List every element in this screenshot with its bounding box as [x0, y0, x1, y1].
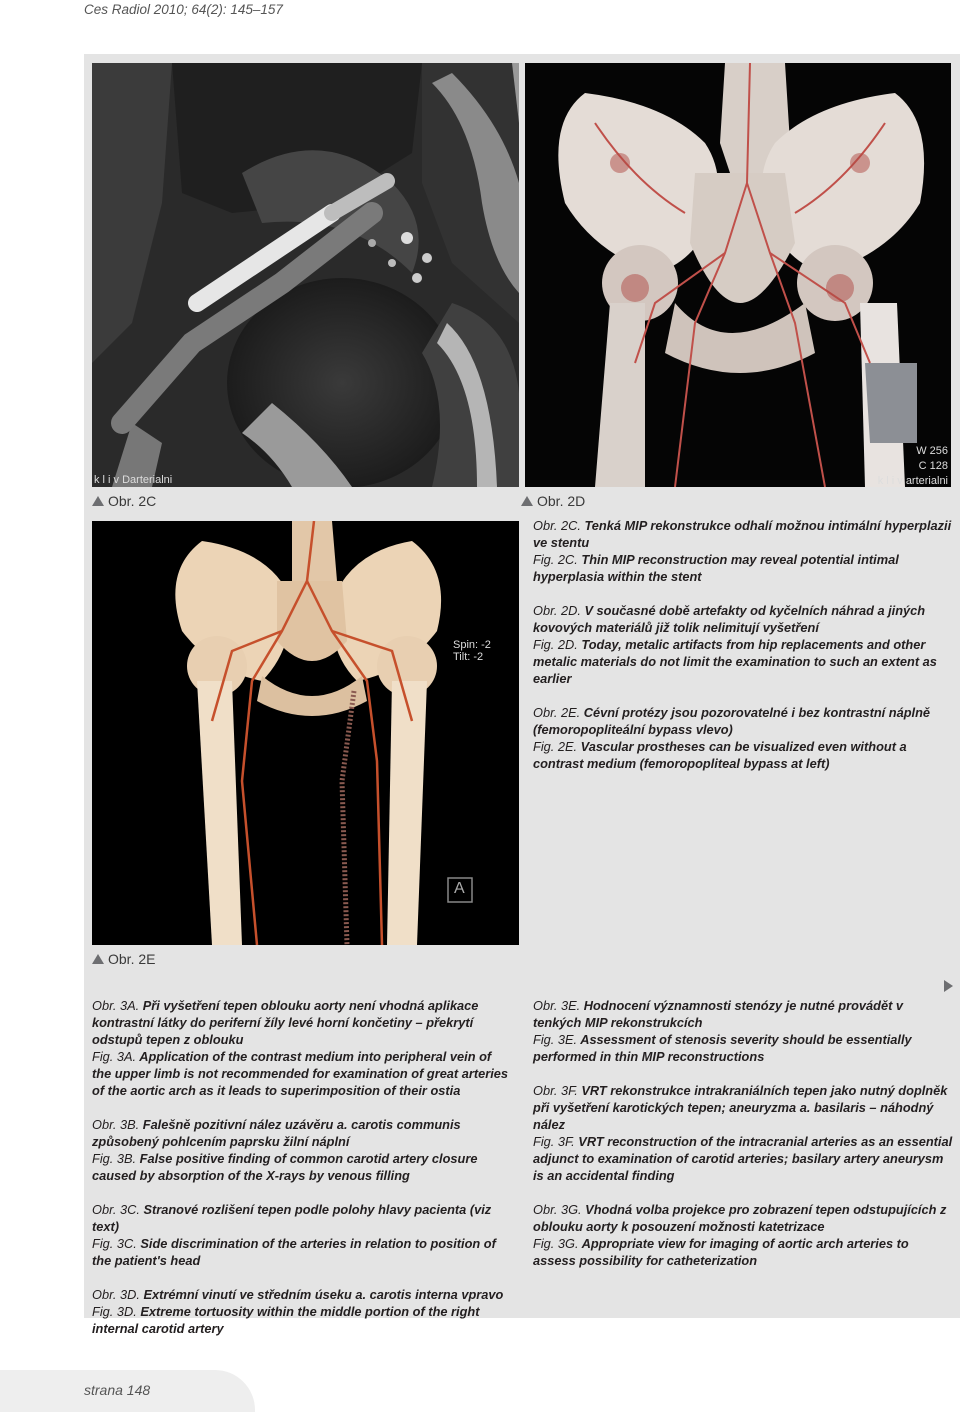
- figure-2e-image: [92, 521, 519, 945]
- figure-2e-tilt-text: Tilt: -2: [453, 651, 484, 663]
- caption-en: Fig. 2D. Today, metalic artifacts from hip replacements and other metalic materials do not limit the examination to such an extent as earlier: [533, 637, 937, 686]
- caption-en: Fig. 3G. Appropriate view for imaging of aortic arch arteries to assess possibility for catheterization: [533, 1236, 909, 1268]
- caption-cz: Obr. 3A. Při vyšetření tepen oblouku aorty není vhodná aplikace kontrastní látky do periferní žíly levé horní končetiny – překrytí odstupů tepen z oblouku: [92, 998, 479, 1047]
- page-number: strana 148: [84, 1382, 151, 1398]
- continue-arrow-icon: [944, 980, 953, 992]
- caption-cz: Obr. 3B. Falešně pozitivní nález uzávěru a. carotis communis způsobený pohlcením paprsku žilní náplní: [92, 1117, 461, 1149]
- figure-2-captions: [533, 517, 953, 772]
- figure-2e-label: Obr. 2E: [92, 951, 155, 967]
- caption-en: Fig. 3F. VRT reconstruction of the intracranial arteries as an essential adjunct to examination of carotid arteries; basilary artery aneurysm is an accidental finding: [533, 1134, 953, 1183]
- caption-en: Fig. 2C. Thin MIP reconstruction may reveal potential intimal hyperplasia within the stent: [533, 552, 899, 584]
- caption-cz: Obr. 3C. Stranové rozlišení tepen podle polohy hlavy pacienta (viz text): [92, 1202, 492, 1234]
- figure-2d-label: Obr. 2D: [521, 493, 585, 509]
- caption-cz: Obr. 2C. Tenká MIP rekonstrukce odhalí možnou intimální hyperplazii ve stentu: [533, 518, 952, 550]
- caption-en: Fig. 3C. Side discrimination of the arteries in relation to position of the patient's head: [92, 1236, 496, 1268]
- caption-cz: Obr. 3G. Vhodná volba projekce pro zobrazení tepen odstupujících z oblouku aorty k posouzení možnosti katetrizace: [533, 1202, 947, 1234]
- up-triangle-icon: [92, 954, 104, 964]
- caption-en: Fig. 3A. Application of the contrast medium into peripheral vein of the upper limb is not recommended for examination of great arteries of the aortic arch as it leads to superimposition of their ostia: [92, 1049, 508, 1098]
- figure-2e-orientation-letter: A: [454, 880, 465, 897]
- caption-en: Fig. 3E. Assessment of stenosis severity should be essentially performed in thin MIP reconstructions: [533, 1032, 912, 1064]
- caption-en: Fig. 2E. Vascular prostheses can be visualized even without a contrast medium (femoropopliteal bypass at left): [533, 739, 907, 771]
- caption-en: Fig. 3D. Extreme tortuosity within the middle portion of the right internal carotid artery: [92, 1304, 480, 1336]
- figure-2e-spin-text: Spin: -2: [453, 639, 491, 651]
- caption-cz: Obr. 3D. Extrémní vinutí ve středním úseku a. carotis interna vpravo: [92, 1287, 504, 1302]
- journal-reference: Ces Radiol 2010; 64(2): 145–157: [84, 2, 283, 17]
- caption-cz: Obr. 2D. V současné době artefakty od kyčelních náhrad a jiných kovových materiálů již tolik nelimitují vyšetření: [533, 603, 926, 635]
- figure-2c-image: [92, 63, 519, 487]
- up-triangle-icon: [521, 496, 533, 506]
- figure-2c-label: Obr. 2C: [92, 493, 156, 509]
- caption-cz: Obr. 3E. Hodnocení významnosti stenózy je nutné provádět v tenkých MIP rekonstrukcích: [533, 998, 904, 1030]
- caption-en: Fig. 3B. False positive finding of common carotid artery closure caused by absorption of the X-rays by venous filling: [92, 1151, 478, 1183]
- figure-2d-window-text: W 256: [916, 445, 948, 457]
- figure-2c-overlay-text: k l i v Darterialni: [94, 474, 173, 486]
- figure-2d-overlay-text: k l i v arterialni: [877, 475, 948, 487]
- caption-cz: Obr. 2E. Cévní protézy jsou pozorovatelné i bez kontrastní náplně (femoropopliteální bypass vlevo): [533, 705, 931, 737]
- figure-2d-center-text: C 128: [918, 460, 948, 472]
- figure-3-captions-left: [92, 997, 512, 1337]
- up-triangle-icon: [92, 496, 104, 506]
- caption-cz: Obr. 3F. VRT rekonstrukce intrakraniálních tepen jako nutný doplněk při vyšetření karotických tepen; aneuryzma a. basilaris – náhodný nález: [533, 1083, 948, 1132]
- figure-3-captions-right: [533, 997, 953, 1269]
- figure-2d-image: [525, 63, 951, 487]
